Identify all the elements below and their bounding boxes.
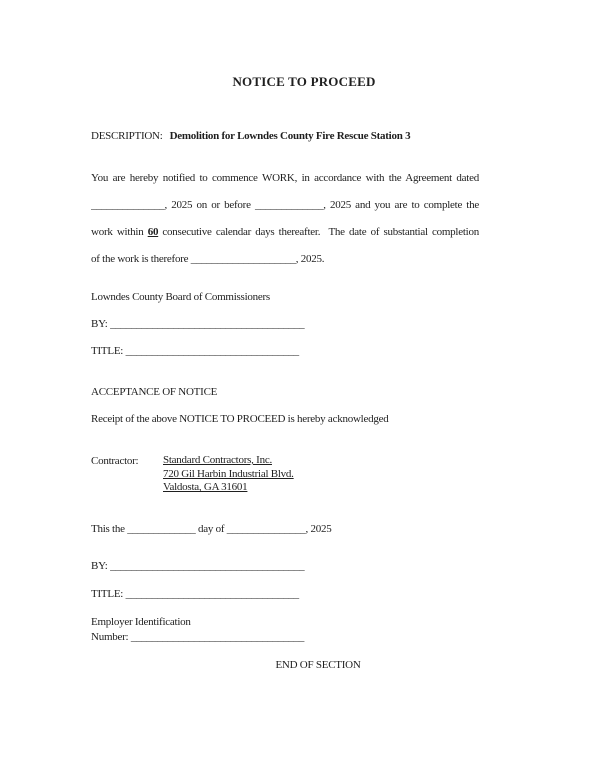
intro-paragraph (91, 165, 479, 273)
paragraph-line-3-post: consecutive calendar days thereafter. The date of substantial completion (158, 226, 479, 238)
execution-date-line: This the _____________ day of _______________, 2025 (91, 523, 332, 535)
ein-label: Employer Identification (91, 616, 191, 628)
description-label: DESCRIPTION: (91, 130, 163, 142)
contractor-city-state-zip: Valdosta, GA 31601 (163, 481, 248, 494)
paragraph-line-3 (91, 219, 479, 246)
paragraph-line-1: You are hereby notified to commence WORK, in accordance with the Agreement dated (91, 172, 479, 184)
description-line (91, 129, 410, 143)
owner-by-signature-line: BY: _____________________________________ (91, 318, 305, 330)
contractor-block (91, 454, 294, 495)
contractor-name: Standard Contractors, Inc. (163, 454, 272, 466)
contractor-label: Contractor: (91, 455, 139, 467)
contractor-by-signature-line: BY: _____________________________________ (91, 560, 305, 572)
paragraph-line-4: of the work is therefore ____________________, 2025. (91, 253, 325, 265)
acceptance-heading: ACCEPTANCE OF NOTICE (91, 386, 218, 398)
paragraph-line-2: ______________, 2025 on or before _____________, 2025 and you are to complete the (91, 199, 479, 211)
contractor-street: 720 Gil Harbin Industrial Blvd. (163, 467, 294, 480)
owner-name: Lowndes County Board of Commissioners (91, 291, 270, 303)
employer-identification-block (91, 615, 304, 645)
calendar-days-value: 60 (147, 226, 159, 238)
contractor-title-signature-line: TITLE: _________________________________ (91, 588, 299, 600)
contractor-address (163, 454, 294, 495)
ein-number-line: Number: _________________________________ (91, 631, 305, 643)
description-value: Demolition for Lowndes County Fire Rescue Station 3 (169, 130, 411, 142)
owner-title-signature-line: TITLE: _________________________________ (91, 345, 299, 357)
document-title: NOTICE TO PROCEED (232, 74, 376, 89)
end-of-section: END OF SECTION (275, 659, 361, 671)
paragraph-line-3-pre: work within (91, 226, 148, 238)
receipt-statement: Receipt of the above NOTICE TO PROCEED is hereby acknowledged (91, 413, 389, 425)
